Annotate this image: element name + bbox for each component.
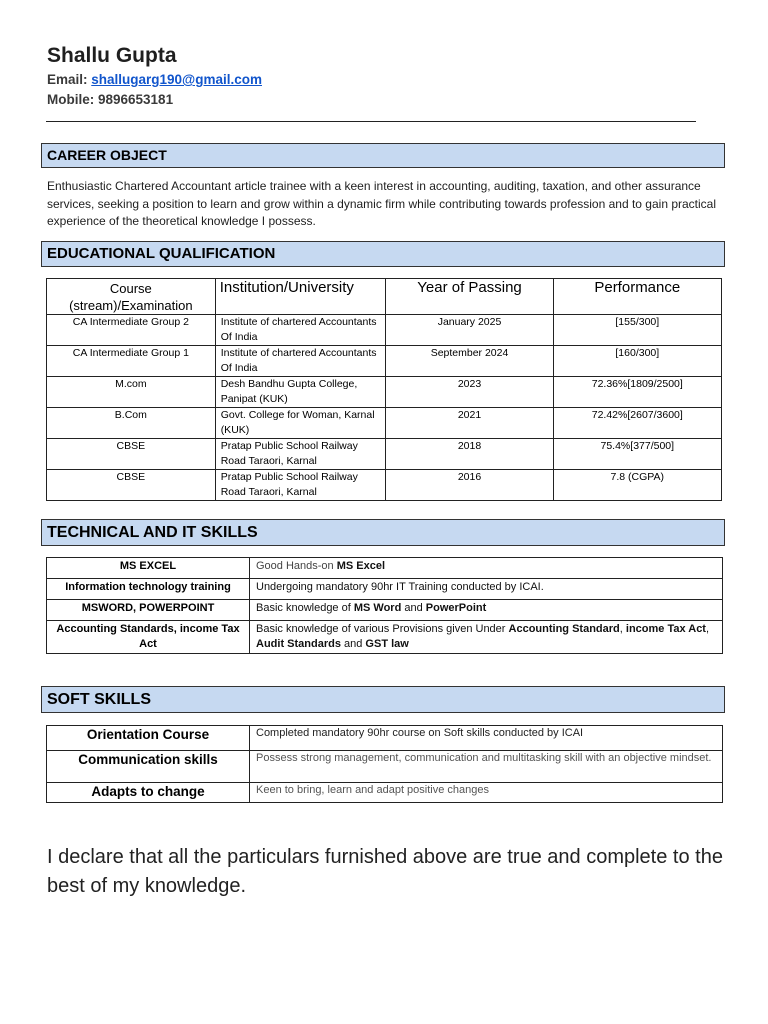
- detail-emphasis: income Tax Act: [625, 623, 706, 635]
- detail-text: Basic knowledge of various Provisions given Under: [256, 623, 509, 635]
- skill-detail-cell: Possess strong management, communication and multitasking skill with an objective mindset.: [250, 751, 723, 783]
- education-table: [46, 278, 722, 501]
- institution-cell: Institute of chartered Accountants Of India: [215, 315, 386, 346]
- skill-cell: Accounting Standards, income Tax Act: [47, 621, 250, 654]
- performance-cell: [160/300]: [553, 346, 721, 377]
- table-row: [47, 600, 723, 621]
- detail-text: ,: [619, 623, 626, 635]
- education-heading: EDUCATIONAL QUALIFICATION: [41, 241, 725, 267]
- skill-cell: Communication skills: [47, 751, 250, 783]
- institution-cell: Desh Bandhu Gupta College, Panipat (KUK): [215, 377, 386, 408]
- table-row: [47, 621, 723, 654]
- course-cell: B.Com: [47, 408, 216, 439]
- course-cell: CBSE: [47, 470, 216, 501]
- skill-detail-cell: [250, 558, 723, 579]
- detail-emphasis: PowerPoint: [425, 602, 487, 614]
- detail-emphasis: MS Excel: [336, 560, 386, 572]
- table-row: [47, 408, 722, 439]
- detail-emphasis: MS Word: [353, 602, 402, 614]
- skill-detail-cell: [250, 600, 723, 621]
- column-header-performance: Performance: [553, 279, 721, 315]
- soft-skills-heading: SOFT SKILLS: [41, 686, 725, 713]
- performance-cell: [155/300]: [553, 315, 721, 346]
- table-row: [47, 315, 722, 346]
- detail-emphasis: Audit Standards: [256, 638, 341, 650]
- year-cell: 2021: [386, 408, 553, 439]
- detail-emphasis: GST law: [365, 638, 409, 650]
- career-object-text: Enthusiastic Chartered Accountant article trainee with a keen interest in accounting, auditing, taxation, and other assurance services, seeking a position to learn and grow within a dynamic firm while contributing towards profession and to gain practical experience of the theoretical knowledge I possess.: [47, 179, 717, 228]
- table-row: [47, 558, 723, 579]
- skill-detail-cell: [250, 621, 723, 654]
- institution-cell: Pratap Public School Railway Road Taraori, Karnal: [215, 470, 386, 501]
- course-cell: CA Intermediate Group 2: [47, 315, 216, 346]
- skill-cell: Orientation Course: [47, 726, 250, 751]
- email-label: Email:: [47, 72, 92, 87]
- skill-detail-cell: Completed mandatory 90hr course on Soft skills conducted by ICAI: [250, 726, 723, 751]
- year-cell: January 2025: [386, 315, 553, 346]
- detail-text: and: [340, 638, 366, 650]
- candidate-name: Shallu Gupta: [47, 44, 177, 67]
- detail-text: Basic knowledge of: [256, 602, 354, 614]
- email-link[interactable]: shallugarg190@gmail.com: [91, 72, 262, 87]
- performance-cell: 75.4%[377/500]: [553, 439, 721, 470]
- detail-text: ,: [705, 623, 710, 635]
- course-cell: CA Intermediate Group 1: [47, 346, 216, 377]
- mobile-line: Mobile: 9896653181: [47, 92, 174, 107]
- detail-text: Good Hands-on: [256, 560, 337, 572]
- year-cell: 2016: [386, 470, 553, 501]
- technical-skills-heading: TECHNICAL AND IT SKILLS: [41, 519, 725, 546]
- institution-cell: Govt. College for Woman, Karnal (KUK): [215, 408, 386, 439]
- career-object-heading: CAREER OBJECT: [41, 143, 725, 168]
- skill-detail-cell: Undergoing mandatory 90hr IT Training conducted by ICAI.: [250, 579, 723, 600]
- institution-cell: Pratap Public School Railway Road Taraori, Karnal: [215, 439, 386, 470]
- header-divider: [46, 121, 696, 122]
- year-cell: 2018: [386, 439, 553, 470]
- column-header-year: Year of Passing: [386, 279, 553, 315]
- performance-cell: 72.36%[1809/2500]: [553, 377, 721, 408]
- performance-cell: 72.42%[2607/3600]: [553, 408, 721, 439]
- table-row: [47, 783, 723, 803]
- skill-cell: MSWORD, POWERPOINT: [47, 600, 250, 621]
- table-row: [47, 751, 723, 783]
- skill-cell: Adapts to change: [47, 783, 250, 803]
- course-cell: CBSE: [47, 439, 216, 470]
- technical-skills-table: [46, 557, 723, 654]
- soft-skills-table: [46, 725, 723, 803]
- year-cell: September 2024: [386, 346, 553, 377]
- skill-cell: Information technology training: [47, 579, 250, 600]
- education-header-row: [47, 279, 722, 315]
- performance-cell: 7.8 (CGPA): [553, 470, 721, 501]
- table-row: [47, 726, 723, 751]
- column-header-course: Course (stream)/Examination: [47, 279, 216, 315]
- column-header-institution: Institution/University: [215, 279, 386, 315]
- detail-text: and: [401, 602, 426, 614]
- table-row: [47, 470, 722, 501]
- year-cell: 2023: [386, 377, 553, 408]
- table-row: [47, 377, 722, 408]
- table-row: [47, 439, 722, 470]
- course-cell: M.com: [47, 377, 216, 408]
- email-line: [47, 72, 262, 87]
- skill-cell: MS EXCEL: [47, 558, 250, 579]
- skill-detail-cell: Keen to bring, learn and adapt positive changes: [250, 783, 723, 803]
- detail-emphasis: Accounting Standard: [508, 623, 620, 635]
- table-row: [47, 579, 723, 600]
- declaration-text: I declare that all the particulars furnished above are true and complete to the best of my knowledge.: [47, 846, 723, 897]
- table-row: [47, 346, 722, 377]
- institution-cell: Institute of chartered Accountants Of India: [215, 346, 386, 377]
